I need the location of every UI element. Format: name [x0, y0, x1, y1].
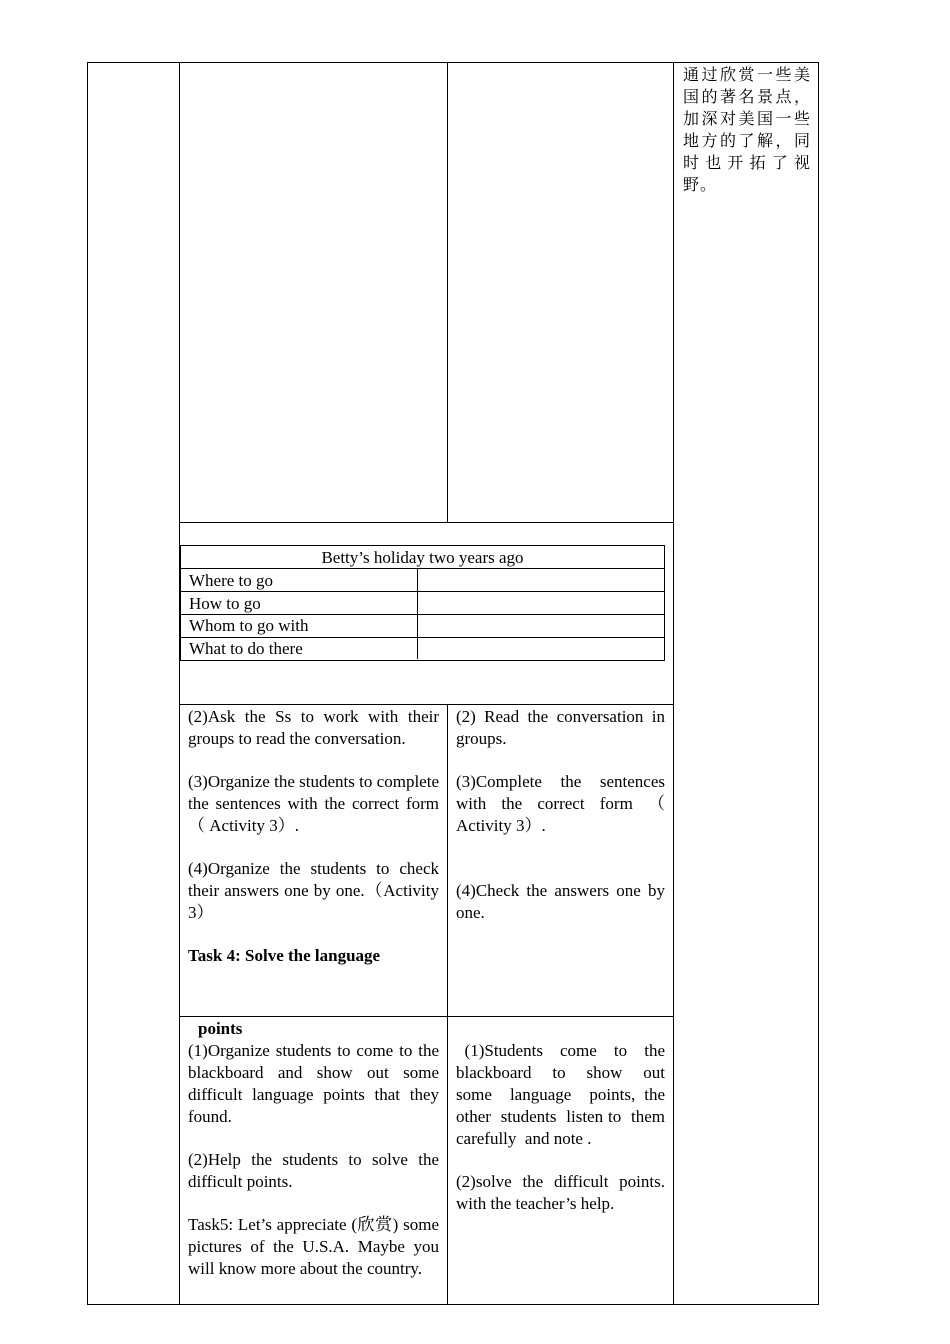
teacher-step: (1)Organize students to come to the blackboard and show out some difficult language points that they found. — [188, 1041, 439, 1126]
holiday-row-line — [180, 614, 665, 615]
teacher-step: (2)Ask the Ss to work with their groups to read the conversation. — [188, 707, 439, 748]
column-divider-2-top — [447, 62, 448, 522]
task4-heading: Task 4: Solve the language — [188, 946, 381, 965]
row-divider-2 — [179, 704, 674, 705]
student-step: (2)solve the difficult points. with the teacher’s help. — [456, 1172, 665, 1213]
teacher-step: (4)Organize the students to check their answers one by one.（Activity 3） — [188, 859, 439, 922]
student-step: (1)Students come to the blackboard to show out some language points, the other students listen to them carefully and note . — [456, 1041, 674, 1148]
task5-text: Task5: Let’s appreciate (欣赏) some pictures of the U.S.A. Maybe you will know more about the country. — [188, 1215, 439, 1278]
student-step: (3)Complete the sentences with the correct form （ Activity 3）. — [456, 772, 665, 835]
row-divider-3 — [179, 1016, 674, 1017]
teacher-step: (3)Organize the students to complete the sentences with the correct form （ Activity 3）. — [188, 772, 439, 835]
student-step: (4)Check the answers one by one. — [456, 881, 665, 922]
student-activities-b — [456, 1040, 674, 1215]
teacher-activities-a — [188, 706, 439, 967]
table-border-bottom — [87, 1304, 819, 1305]
task4-heading-cont: points — [198, 1019, 243, 1038]
teacher-step: (2)Help the students to solve the difficult points. — [188, 1150, 439, 1191]
holiday-row-label: Where to go — [189, 571, 274, 590]
student-step: (2) Read the conversation in groups. — [456, 707, 665, 748]
holiday-table-title: Betty’s holiday two years ago — [321, 548, 524, 567]
column-divider-1 — [179, 62, 180, 1305]
holiday-row-label: Whom to go with — [189, 616, 309, 635]
design-intent-note: 通过欣赏一些美国的著名景点，加深对美国一些地方的了解，同时也开拓了视野。 — [683, 65, 811, 194]
holiday-col-line — [417, 568, 418, 659]
row-divider-1 — [179, 522, 674, 523]
holiday-row-line — [180, 568, 665, 569]
teacher-activities-b — [188, 1018, 439, 1280]
column-divider-2-bottom — [447, 705, 448, 1305]
student-activities-a — [456, 706, 665, 924]
holiday-row-line — [180, 637, 665, 638]
holiday-row-label: How to go — [189, 594, 261, 613]
table-border-right — [818, 62, 819, 1305]
holiday-row-label: What to do there — [189, 639, 303, 658]
table-border-top — [87, 62, 819, 63]
holiday-row-line — [180, 591, 665, 592]
table-border-left — [87, 62, 88, 1305]
